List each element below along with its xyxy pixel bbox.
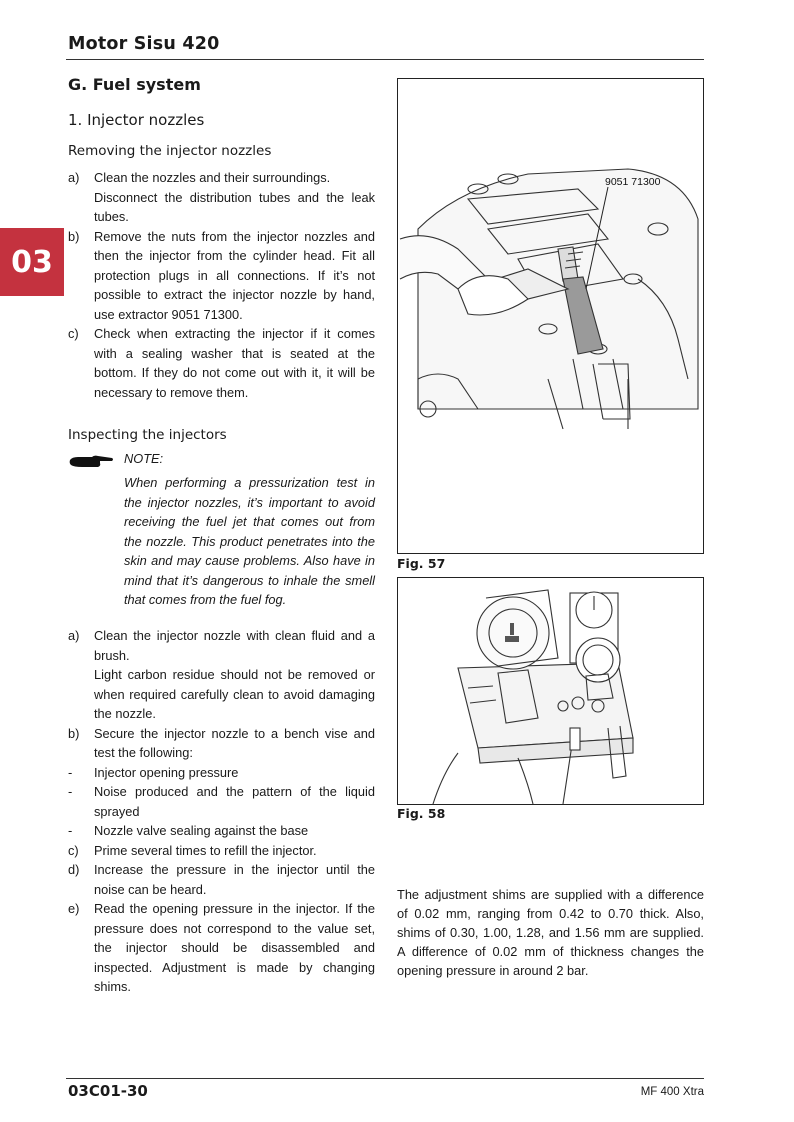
- note-text: When performing a pressurization test in the injector nozzles, it’s important to avoid receiving the fuel jet that comes out from the nozzle. This product penetrates into the skin and may cause problems. Also have in mind that it’s dangerous to inhale the smell that comes from the fuel fog.: [124, 475, 375, 607]
- list-item-text: Remove the nuts from the injector nozzles and then the injector from the cylinder head. Fit all protection plugs in all connections. If it’s not possible to extract the injector nozzle by hand, use extractor 9051 71300.: [94, 228, 375, 322]
- list-item: [68, 782, 375, 821]
- chapter-tab: 03: [0, 228, 64, 296]
- footer-model: MF 400 Xtra: [640, 1086, 704, 1098]
- list-item: [68, 763, 375, 783]
- list-marker: a): [68, 628, 80, 643]
- note-label: NOTE:: [124, 451, 164, 466]
- removing-steps-list: [68, 168, 375, 402]
- list-item-text: Increase the pressure in the injector until the noise can be heard.: [94, 862, 375, 897]
- section-title: G. Fuel system: [68, 75, 201, 94]
- list-marker: -: [68, 764, 73, 780]
- list-item-text: Clean the injector nozzle with clean fluid and a brush.: [94, 628, 375, 663]
- header-rule: [66, 59, 704, 60]
- list-item-text: Read the opening pressure in the injector. If the pressure does not correspond to the value set, the injector should be disassembled and inspected. Adjustment is made by changing shims.: [94, 901, 375, 994]
- list-item: [68, 324, 375, 402]
- document-header-title: Motor Sisu 420: [68, 34, 220, 54]
- list-marker: d): [68, 862, 80, 877]
- list-item: [68, 860, 375, 899]
- list-item-text: Clean the nozzles and their surroundings.: [94, 170, 331, 185]
- list-item: [68, 821, 375, 841]
- footer-rule: [66, 1078, 704, 1079]
- list-marker: a): [68, 170, 80, 185]
- inspecting-steps-list: [68, 626, 375, 997]
- list-marker: -: [68, 784, 73, 799]
- list-item: [68, 626, 375, 724]
- list-item-text: Prime several times to refill the injector.: [94, 842, 317, 858]
- figure-57-frame: [397, 78, 704, 554]
- list-item: [68, 168, 375, 227]
- list-marker: b): [68, 725, 80, 741]
- removing-heading: Removing the injector nozzles: [68, 143, 272, 159]
- injector-test-bench-illustration: [398, 578, 703, 804]
- list-item-text: Injector opening pressure: [94, 764, 239, 780]
- pointing-hand-icon: [68, 454, 114, 470]
- footer-page-code: 03C01-30: [68, 1082, 148, 1100]
- list-marker: c): [68, 326, 79, 341]
- list-marker: -: [68, 823, 73, 838]
- injector-extractor-illustration: [398, 79, 703, 553]
- subsection-title: 1. Injector nozzles: [68, 111, 205, 129]
- figure-57-callout: 9051 71300: [605, 176, 661, 188]
- inspecting-heading: Inspecting the injectors: [68, 427, 227, 443]
- list-marker: e): [68, 901, 80, 916]
- shims-paragraph: The adjustment shims are supplied with a difference of 0.02 mm, ranging from 0.42 to 0.70 thick. Also, shims of 0.30, 1.00, 1.28, and 1.56 mm are supplied. A difference of 0.02 mm of thickness changes the opening pressure in around 2 bar.: [397, 887, 704, 978]
- list-item-text-continued: Disconnect the distribution tubes and the leak tubes.: [94, 189, 375, 224]
- list-item: [68, 227, 375, 325]
- list-item-text: Noise produced and the pattern of the liquid sprayed: [94, 784, 375, 819]
- list-item: [68, 899, 375, 997]
- list-item: [68, 841, 375, 861]
- list-item-text: Check when extracting the injector if it comes with a sealing washer that is seated at the bottom. If they do not come out with it, it will be necessary to remove them.: [94, 326, 375, 400]
- list-item-text: Nozzle valve sealing against the base: [94, 823, 309, 838]
- list-marker: b): [68, 228, 80, 244]
- list-item-text: Secure the injector nozzle to a bench vise and test the following:: [94, 725, 375, 760]
- list-item: [68, 724, 375, 763]
- figure-58-caption: Fig. 58: [397, 806, 446, 821]
- list-item-text-continued: Light carbon residue should not be removed or when required carefully clean to avoid damaging the nozzle.: [94, 667, 375, 721]
- figure-58-frame: [397, 577, 704, 805]
- list-marker: c): [68, 842, 79, 858]
- figure-57-caption: Fig. 57: [397, 556, 446, 571]
